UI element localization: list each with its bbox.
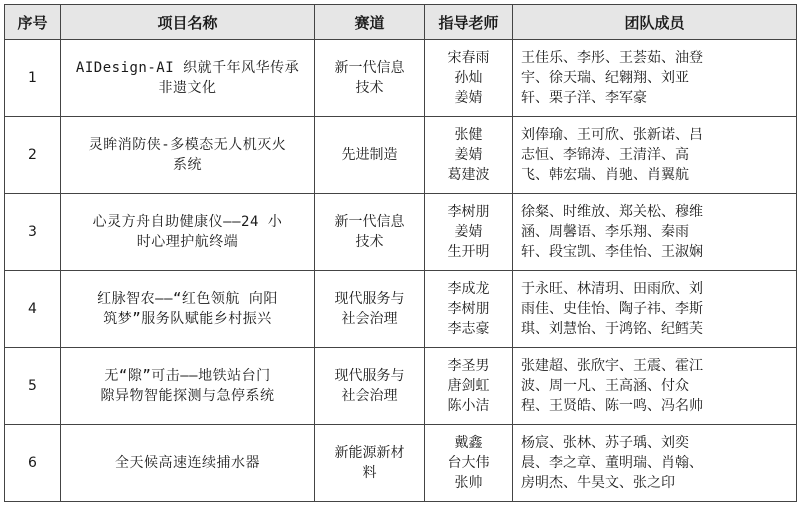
teachers-cell-line: 台大伟 xyxy=(447,455,490,471)
project-name-cell xyxy=(61,117,315,194)
members-cell-line: 于永旺、林清玥、田雨欣、刘 xyxy=(521,281,703,297)
track-cell-line: 新能源新材 xyxy=(334,445,405,461)
track-cell-line: 新一代信息 xyxy=(334,214,405,230)
header-index: 序号 xyxy=(5,5,61,40)
members-cell-line: 杨宸、张林、苏子瑀、刘奕 xyxy=(521,435,689,451)
track-cell xyxy=(315,40,425,117)
track-cell-line: 技术 xyxy=(355,234,384,250)
teachers-cell-line: 唐剑虹 xyxy=(447,378,490,394)
project-name-cell-line: 全天候高速连续捕水器 xyxy=(115,455,260,471)
teachers-cell xyxy=(425,425,513,502)
members-cell xyxy=(513,348,797,425)
teachers-cell-line: 姜婧 xyxy=(454,224,483,240)
row-index: 2 xyxy=(5,117,61,194)
track-cell-line: 现代服务与 xyxy=(334,368,405,384)
members-cell xyxy=(513,117,797,194)
members-cell xyxy=(513,425,797,502)
members-cell-line: 程、王贤皓、陈一鸣、冯名帅 xyxy=(521,398,703,414)
project-name-cell xyxy=(61,194,315,271)
teachers-cell xyxy=(425,271,513,348)
track-cell-line: 现代服务与 xyxy=(334,291,405,307)
teachers-cell xyxy=(425,348,513,425)
members-cell-line: 徐粲、时维放、郑关松、穆维 xyxy=(521,204,703,220)
teachers-cell-line: 姜婧 xyxy=(454,147,483,163)
teachers-cell-line: 宋春雨 xyxy=(447,50,490,66)
teachers-cell-line: 葛建波 xyxy=(447,167,490,183)
table-row xyxy=(5,425,797,502)
members-cell-line: 王佳乐、李彤、王荟茹、油登 xyxy=(521,50,703,66)
header-project-name: 项目名称 xyxy=(61,5,315,40)
members-cell-line: 涵、周馨语、李乐翔、秦雨 xyxy=(521,224,689,240)
track-cell xyxy=(315,348,425,425)
track-cell-line: 新一代信息 xyxy=(334,60,405,76)
table-row xyxy=(5,271,797,348)
table-row xyxy=(5,40,797,117)
track-cell-line: 料 xyxy=(362,465,377,481)
table-row xyxy=(5,117,797,194)
teachers-cell-line: 张帅 xyxy=(454,475,483,491)
project-table xyxy=(4,4,797,502)
project-name-cell-line: AIDesign-AI 织就千年风华传承 xyxy=(75,60,300,76)
members-cell-line: 波、周一凡、王高涵、付众 xyxy=(521,378,689,394)
members-cell-line: 宇、徐天瑞、纪翱翔、刘亚 xyxy=(521,70,689,86)
track-cell-line: 社会治理 xyxy=(341,311,398,327)
project-name-cell xyxy=(61,425,315,502)
teachers-cell-line: 李树朋 xyxy=(447,301,490,317)
track-cell xyxy=(315,271,425,348)
members-cell-line: 雨佳、史佳怡、陶子祎、李斯 xyxy=(521,301,703,317)
project-name-cell-line: 时心理护航终端 xyxy=(136,234,239,250)
teachers-cell-line: 陈小洁 xyxy=(447,398,490,414)
project-name-cell-line: 灵眸消防侠-多模态无人机灭火 xyxy=(88,137,287,153)
track-cell xyxy=(315,117,425,194)
members-cell-line: 飞、韩宏瑞、肖驰、肖翼航 xyxy=(521,167,689,183)
project-name-cell xyxy=(61,348,315,425)
members-cell-line: 房明杰、牛昊文、张之印 xyxy=(521,475,675,491)
row-index: 3 xyxy=(5,194,61,271)
track-cell xyxy=(315,194,425,271)
members-cell xyxy=(513,194,797,271)
project-name-cell-line: 无“隙”可击——地铁站台门 xyxy=(104,368,271,384)
project-name-cell-line: 心灵方舟自助健康仪——24 小 xyxy=(92,214,283,230)
project-name-cell-line: 系统 xyxy=(173,157,202,173)
project-name-cell xyxy=(61,271,315,348)
teachers-cell-line: 张健 xyxy=(454,127,483,143)
header-track: 赛道 xyxy=(315,5,425,40)
teachers-cell-line: 姜婧 xyxy=(454,90,483,106)
project-name-cell xyxy=(61,40,315,117)
teachers-cell-line: 李圣男 xyxy=(447,358,490,374)
teachers-cell xyxy=(425,194,513,271)
members-cell-line: 刘俸瑜、王可欣、张新诺、吕 xyxy=(521,127,703,143)
track-cell xyxy=(315,425,425,502)
members-cell-line: 琪、刘慧怡、于鸿铭、纪鳕芙 xyxy=(521,321,703,337)
table-row xyxy=(5,348,797,425)
table-body xyxy=(5,40,797,502)
track-cell-line: 社会治理 xyxy=(341,388,398,404)
table-row xyxy=(5,194,797,271)
members-cell xyxy=(513,271,797,348)
teachers-cell-line: 孙灿 xyxy=(454,70,483,86)
row-index: 1 xyxy=(5,40,61,117)
teachers-cell-line: 李树朋 xyxy=(447,204,490,220)
header-teachers: 指导老师 xyxy=(425,5,513,40)
members-cell-line: 轩、段宝凯、李佳怡、王淑娴 xyxy=(521,244,703,260)
teachers-cell-line: 李志豪 xyxy=(447,321,490,337)
members-cell-line: 晨、李之章、董明瑞、肖翰、 xyxy=(521,455,703,471)
teachers-cell xyxy=(425,117,513,194)
teachers-cell-line: 生开明 xyxy=(447,244,490,260)
teachers-cell-line: 戴鑫 xyxy=(454,435,483,451)
members-cell-line: 张建超、张欣宇、王震、霍江 xyxy=(521,358,703,374)
members-cell-line: 志恒、李锦涛、王清洋、高 xyxy=(521,147,689,163)
members-cell-line: 轩、栗子洋、李军豪 xyxy=(521,90,647,106)
project-name-cell-line: 隙异物智能探测与急停系统 xyxy=(100,388,275,404)
row-index: 6 xyxy=(5,425,61,502)
table-header-row xyxy=(5,5,797,40)
row-index: 5 xyxy=(5,348,61,425)
track-cell-line: 技术 xyxy=(355,80,384,96)
track-cell-line: 先进制造 xyxy=(341,147,398,163)
project-name-cell-line: 红脉智农——“红色领航 向阳 xyxy=(97,291,278,307)
project-name-cell-line: 筑梦”服务队赋能乡村振兴 xyxy=(103,311,272,327)
teachers-cell xyxy=(425,40,513,117)
members-cell xyxy=(513,40,797,117)
teachers-cell-line: 李成龙 xyxy=(447,281,490,297)
row-index: 4 xyxy=(5,271,61,348)
project-name-cell-line: 非遗文化 xyxy=(158,80,217,96)
header-members: 团队成员 xyxy=(513,5,797,40)
